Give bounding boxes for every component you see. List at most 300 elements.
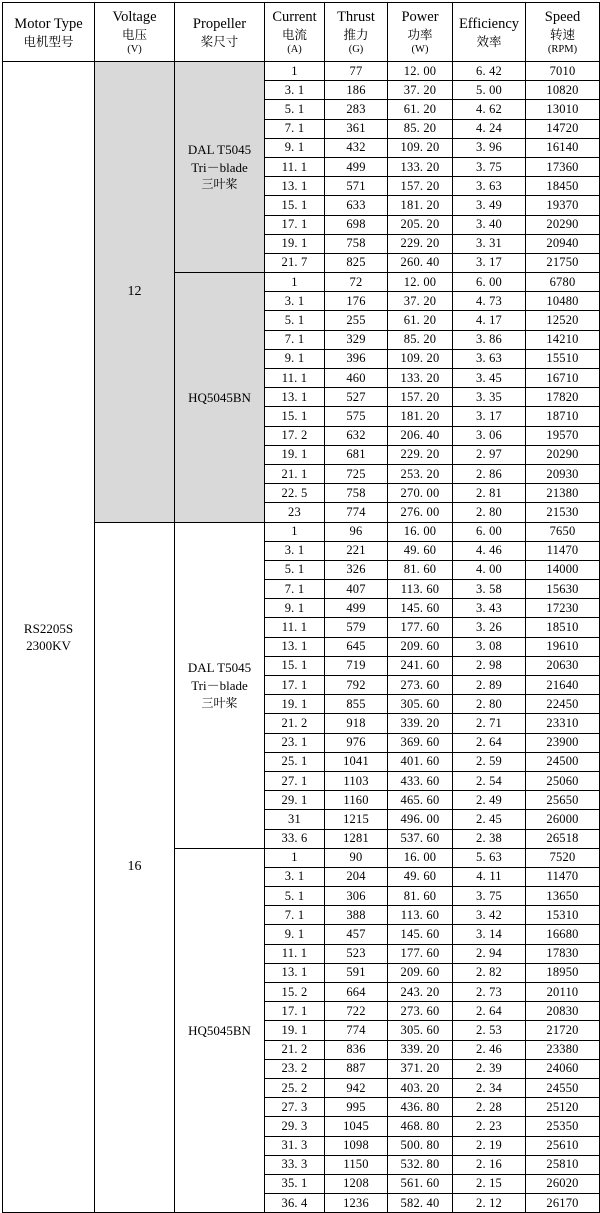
speed-cell: 15510 — [526, 349, 600, 368]
column-header-label-en: Thrust — [337, 9, 375, 26]
thrust-cell: 887 — [325, 1059, 388, 1078]
speed-cell: 10480 — [526, 292, 600, 311]
power-cell: 305. 60 — [388, 1021, 453, 1040]
speed-cell: 25810 — [526, 1155, 600, 1174]
propeller-name-cn: 三叶桨 — [201, 695, 238, 710]
current-cell: 19. 1 — [265, 1021, 325, 1040]
column-header-current — [265, 3, 325, 62]
current-cell: 27. 1 — [265, 771, 325, 790]
current-cell: 13. 1 — [265, 388, 325, 407]
efficiency-cell: 5. 00 — [453, 81, 526, 100]
current-cell: 22. 5 — [265, 484, 325, 503]
propeller-cell — [175, 522, 265, 848]
speed-cell: 20930 — [526, 464, 600, 483]
efficiency-cell: 3. 17 — [453, 407, 526, 426]
thrust-cell: 976 — [325, 733, 388, 752]
thrust-cell: 664 — [325, 983, 388, 1002]
current-cell: 31 — [265, 810, 325, 829]
current-cell: 19. 1 — [265, 695, 325, 714]
current-cell: 21. 2 — [265, 714, 325, 733]
power-cell: 145. 60 — [388, 925, 453, 944]
thrust-cell: 571 — [325, 177, 388, 196]
thrust-cell: 698 — [325, 215, 388, 234]
voltage-cell: 16 — [95, 522, 175, 1213]
speed-cell: 15310 — [526, 906, 600, 925]
efficiency-cell: 2. 39 — [453, 1059, 526, 1078]
efficiency-cell: 3. 49 — [453, 196, 526, 215]
column-header-label-en: Propeller — [192, 15, 247, 32]
voltage-cell: 12 — [95, 62, 175, 523]
power-cell: 468. 80 — [388, 1117, 453, 1136]
thrust-cell: 1098 — [325, 1136, 388, 1155]
efficiency-cell: 3. 63 — [453, 177, 526, 196]
current-cell: 3. 1 — [265, 81, 325, 100]
power-cell: 181. 20 — [388, 407, 453, 426]
thrust-cell: 457 — [325, 925, 388, 944]
efficiency-cell: 3. 42 — [453, 906, 526, 925]
efficiency-cell: 4. 00 — [453, 560, 526, 579]
efficiency-cell: 2. 28 — [453, 1098, 526, 1117]
thrust-cell: 1041 — [325, 752, 388, 771]
thrust-cell: 499 — [325, 157, 388, 176]
current-cell: 7. 1 — [265, 906, 325, 925]
power-cell: 85. 20 — [388, 330, 453, 349]
propeller-cell — [175, 848, 265, 1213]
speed-cell: 14000 — [526, 560, 600, 579]
current-cell: 5. 1 — [265, 311, 325, 330]
current-cell: 19. 1 — [265, 445, 325, 464]
efficiency-cell: 2. 54 — [453, 771, 526, 790]
speed-cell: 14720 — [526, 119, 600, 138]
efficiency-cell: 5. 63 — [453, 848, 526, 867]
efficiency-cell: 2. 38 — [453, 829, 526, 848]
current-cell: 11. 1 — [265, 944, 325, 963]
thrust-cell: 72 — [325, 273, 388, 292]
current-cell: 36. 4 — [265, 1194, 325, 1213]
current-cell: 5. 1 — [265, 887, 325, 906]
power-cell: 85. 20 — [388, 119, 453, 138]
power-cell: 253. 20 — [388, 464, 453, 483]
thrust-cell: 329 — [325, 330, 388, 349]
power-cell: 243. 20 — [388, 983, 453, 1002]
thrust-cell: 995 — [325, 1098, 388, 1117]
column-header-voltage — [95, 3, 175, 62]
thrust-cell: 758 — [325, 234, 388, 253]
speed-cell: 17830 — [526, 944, 600, 963]
thrust-cell: 942 — [325, 1078, 388, 1097]
table-row — [3, 62, 600, 81]
thrust-cell: 221 — [325, 541, 388, 560]
propeller-name-line1: DAL T5045 — [187, 660, 252, 676]
current-cell: 1 — [265, 62, 325, 81]
thrust-cell: 361 — [325, 119, 388, 138]
current-cell: 15. 1 — [265, 407, 325, 426]
propeller-cell — [175, 62, 265, 273]
current-cell: 19. 1 — [265, 234, 325, 253]
current-cell: 21. 2 — [265, 1040, 325, 1059]
power-cell: 465. 60 — [388, 791, 453, 810]
power-cell: 532. 80 — [388, 1155, 453, 1174]
speed-cell: 25060 — [526, 771, 600, 790]
thrust-cell: 186 — [325, 81, 388, 100]
thrust-cell: 774 — [325, 503, 388, 522]
current-cell: 9. 1 — [265, 599, 325, 618]
current-cell: 3. 1 — [265, 292, 325, 311]
efficiency-cell: 2. 53 — [453, 1021, 526, 1040]
efficiency-cell: 4. 11 — [453, 867, 526, 886]
header-row — [3, 3, 600, 62]
propeller-name-line1: DAL T5045 — [187, 142, 252, 158]
thrust-cell: 283 — [325, 100, 388, 119]
speed-cell: 21380 — [526, 484, 600, 503]
current-cell: 3. 1 — [265, 541, 325, 560]
power-cell: 500. 80 — [388, 1136, 453, 1155]
speed-cell: 22450 — [526, 695, 600, 714]
efficiency-cell: 2. 45 — [453, 810, 526, 829]
efficiency-cell: 2. 19 — [453, 1136, 526, 1155]
efficiency-cell: 6. 00 — [453, 273, 526, 292]
speed-cell: 26000 — [526, 810, 600, 829]
power-cell: 305. 60 — [388, 695, 453, 714]
column-header-label-cn: 功率 — [407, 27, 433, 43]
speed-cell: 7650 — [526, 522, 600, 541]
power-cell: 16. 00 — [388, 848, 453, 867]
thrust-cell: 1236 — [325, 1194, 388, 1213]
current-cell: 29. 1 — [265, 791, 325, 810]
thrust-cell: 255 — [325, 311, 388, 330]
current-cell: 9. 1 — [265, 138, 325, 157]
power-cell: 145. 60 — [388, 599, 453, 618]
thrust-cell: 681 — [325, 445, 388, 464]
thrust-cell: 523 — [325, 944, 388, 963]
thrust-cell: 591 — [325, 963, 388, 982]
efficiency-cell: 3. 35 — [453, 388, 526, 407]
efficiency-cell: 2. 64 — [453, 733, 526, 752]
speed-cell: 11470 — [526, 867, 600, 886]
efficiency-cell: 3. 14 — [453, 925, 526, 944]
speed-cell: 21640 — [526, 676, 600, 695]
propeller-name-line1: HQ5045BN — [188, 389, 251, 405]
current-cell: 27. 3 — [265, 1098, 325, 1117]
thrust-cell: 792 — [325, 676, 388, 695]
power-cell: 369. 60 — [388, 733, 453, 752]
thrust-cell: 855 — [325, 695, 388, 714]
efficiency-cell: 3. 75 — [453, 887, 526, 906]
efficiency-cell: 3. 86 — [453, 330, 526, 349]
power-cell: 241. 60 — [388, 656, 453, 675]
thrust-cell: 90 — [325, 848, 388, 867]
power-cell: 496. 00 — [388, 810, 453, 829]
efficiency-cell: 3. 17 — [453, 253, 526, 272]
column-header-speed — [526, 3, 600, 62]
propeller-cell — [175, 273, 265, 522]
efficiency-cell: 3. 08 — [453, 637, 526, 656]
speed-cell: 18510 — [526, 618, 600, 637]
efficiency-cell: 2. 23 — [453, 1117, 526, 1136]
thrust-cell: 774 — [325, 1021, 388, 1040]
efficiency-cell: 2. 82 — [453, 963, 526, 982]
power-cell: 37. 20 — [388, 292, 453, 311]
power-cell: 133. 20 — [388, 157, 453, 176]
efficiency-cell: 2. 80 — [453, 503, 526, 522]
thrust-cell: 460 — [325, 369, 388, 388]
thrust-cell: 499 — [325, 599, 388, 618]
speed-cell: 26020 — [526, 1174, 600, 1193]
speed-cell: 24500 — [526, 752, 600, 771]
efficiency-cell: 3. 26 — [453, 618, 526, 637]
thrust-cell: 204 — [325, 867, 388, 886]
power-cell: 273. 60 — [388, 1002, 453, 1021]
efficiency-cell: 3. 75 — [453, 157, 526, 176]
speed-cell: 12520 — [526, 311, 600, 330]
efficiency-cell: 2. 89 — [453, 676, 526, 695]
efficiency-cell: 2. 80 — [453, 695, 526, 714]
motor-type-line2: 2300KV — [26, 638, 71, 654]
thrust-cell: 396 — [325, 349, 388, 368]
current-cell: 5. 1 — [265, 560, 325, 579]
efficiency-cell: 3. 31 — [453, 234, 526, 253]
efficiency-cell: 2. 16 — [453, 1155, 526, 1174]
efficiency-cell: 3. 96 — [453, 138, 526, 157]
power-cell: 229. 20 — [388, 234, 453, 253]
speed-cell: 19610 — [526, 637, 600, 656]
thrust-cell: 1215 — [325, 810, 388, 829]
speed-cell: 19570 — [526, 426, 600, 445]
speed-cell: 23380 — [526, 1040, 600, 1059]
speed-cell: 10820 — [526, 81, 600, 100]
efficiency-cell: 2. 49 — [453, 791, 526, 810]
power-cell: 206. 40 — [388, 426, 453, 445]
current-cell: 9. 1 — [265, 925, 325, 944]
propeller-name-line1: HQ5045BN — [188, 1022, 251, 1038]
current-cell: 1 — [265, 522, 325, 541]
power-cell: 181. 20 — [388, 196, 453, 215]
current-cell: 23. 1 — [265, 733, 325, 752]
thrust-cell: 527 — [325, 388, 388, 407]
speed-cell: 17230 — [526, 599, 600, 618]
power-cell: 339. 20 — [388, 714, 453, 733]
current-cell: 7. 1 — [265, 119, 325, 138]
column-header-unit: (V) — [127, 43, 142, 55]
current-cell: 1 — [265, 273, 325, 292]
efficiency-cell: 2. 97 — [453, 445, 526, 464]
spec-sheet — [0, 2, 600, 1210]
current-cell: 17. 1 — [265, 676, 325, 695]
speed-cell: 17360 — [526, 157, 600, 176]
power-cell: 205. 20 — [388, 215, 453, 234]
power-cell: 133. 20 — [388, 369, 453, 388]
power-cell: 81. 60 — [388, 560, 453, 579]
efficiency-cell: 4. 24 — [453, 119, 526, 138]
speed-cell: 21720 — [526, 1021, 600, 1040]
power-cell: 537. 60 — [388, 829, 453, 848]
thrust-cell: 836 — [325, 1040, 388, 1059]
motor-performance-table — [2, 2, 600, 1213]
efficiency-cell: 4. 17 — [453, 311, 526, 330]
power-cell: 113. 60 — [388, 580, 453, 599]
speed-cell: 26518 — [526, 829, 600, 848]
current-cell: 17. 2 — [265, 426, 325, 445]
column-header-label-en: Power — [401, 9, 439, 26]
motor-type-line1: RS2205S — [23, 620, 74, 636]
power-cell: 37. 20 — [388, 81, 453, 100]
speed-cell: 7010 — [526, 62, 600, 81]
current-cell: 23 — [265, 503, 325, 522]
efficiency-cell: 2. 15 — [453, 1174, 526, 1193]
efficiency-cell: 4. 73 — [453, 292, 526, 311]
speed-cell: 26170 — [526, 1194, 600, 1213]
power-cell: 433. 60 — [388, 771, 453, 790]
efficiency-cell: 4. 62 — [453, 100, 526, 119]
current-cell: 31. 3 — [265, 1136, 325, 1155]
thrust-cell: 725 — [325, 464, 388, 483]
table-header — [3, 3, 600, 62]
speed-cell: 21750 — [526, 253, 600, 272]
column-header-label-en: Efficiency — [458, 15, 520, 32]
power-cell: 157. 20 — [388, 177, 453, 196]
current-cell: 35. 1 — [265, 1174, 325, 1193]
efficiency-cell: 2. 86 — [453, 464, 526, 483]
efficiency-cell: 3. 58 — [453, 580, 526, 599]
speed-cell: 19370 — [526, 196, 600, 215]
current-cell: 17. 1 — [265, 215, 325, 234]
efficiency-cell: 3. 45 — [453, 369, 526, 388]
speed-cell: 25650 — [526, 791, 600, 810]
column-header-unit: (W) — [411, 43, 429, 55]
column-header-label-cn: 桨尺寸 — [200, 33, 239, 49]
thrust-cell: 407 — [325, 580, 388, 599]
speed-cell: 20110 — [526, 983, 600, 1002]
current-cell: 21. 1 — [265, 464, 325, 483]
column-header-unit: (RPM) — [547, 43, 578, 55]
speed-cell: 25350 — [526, 1117, 600, 1136]
power-cell: 177. 60 — [388, 944, 453, 963]
current-cell: 1 — [265, 848, 325, 867]
speed-cell: 23900 — [526, 733, 600, 752]
efficiency-cell: 4. 46 — [453, 541, 526, 560]
power-cell: 371. 20 — [388, 1059, 453, 1078]
efficiency-cell: 2. 73 — [453, 983, 526, 1002]
column-header-label-en: Speed — [544, 9, 581, 26]
efficiency-cell: 2. 46 — [453, 1040, 526, 1059]
speed-cell: 11470 — [526, 541, 600, 560]
efficiency-cell: 2. 94 — [453, 944, 526, 963]
efficiency-cell: 2. 12 — [453, 1194, 526, 1213]
power-cell: 81. 60 — [388, 887, 453, 906]
column-header-label-cn: 电机型号 — [23, 33, 74, 49]
speed-cell: 16140 — [526, 138, 600, 157]
speed-cell: 17820 — [526, 388, 600, 407]
speed-cell: 25120 — [526, 1098, 600, 1117]
power-cell: 61. 20 — [388, 100, 453, 119]
efficiency-cell: 6. 00 — [453, 522, 526, 541]
thrust-cell: 645 — [325, 637, 388, 656]
current-cell: 15. 2 — [265, 983, 325, 1002]
power-cell: 401. 60 — [388, 752, 453, 771]
current-cell: 25. 1 — [265, 752, 325, 771]
power-cell: 177. 60 — [388, 618, 453, 637]
efficiency-cell: 2. 81 — [453, 484, 526, 503]
speed-cell: 20830 — [526, 1002, 600, 1021]
thrust-cell: 632 — [325, 426, 388, 445]
power-cell: 270. 00 — [388, 484, 453, 503]
column-header-unit: (A) — [287, 43, 302, 55]
thrust-cell: 1281 — [325, 829, 388, 848]
column-header-propeller — [175, 3, 265, 62]
column-header-power — [388, 3, 453, 62]
thrust-cell: 633 — [325, 196, 388, 215]
speed-cell: 20290 — [526, 445, 600, 464]
current-cell: 9. 1 — [265, 349, 325, 368]
current-cell: 13. 1 — [265, 963, 325, 982]
speed-cell: 7520 — [526, 848, 600, 867]
thrust-cell: 719 — [325, 656, 388, 675]
thrust-cell: 1208 — [325, 1174, 388, 1193]
speed-cell: 13650 — [526, 887, 600, 906]
speed-cell: 16680 — [526, 925, 600, 944]
power-cell: 49. 60 — [388, 867, 453, 886]
speed-cell: 18950 — [526, 963, 600, 982]
current-cell: 17. 1 — [265, 1002, 325, 1021]
efficiency-cell: 3. 43 — [453, 599, 526, 618]
column-header-label-en: Motor Type — [14, 15, 83, 32]
speed-cell: 20290 — [526, 215, 600, 234]
propeller-name-cn: 三叶桨 — [201, 177, 238, 192]
column-header-label-cn: 电压 — [121, 27, 147, 43]
column-header-unit: (G) — [348, 43, 364, 55]
thrust-cell: 575 — [325, 407, 388, 426]
column-header-efficiency — [453, 3, 526, 62]
current-cell: 33. 6 — [265, 829, 325, 848]
speed-cell: 16710 — [526, 369, 600, 388]
propeller-name-line2: Tri－blade — [191, 159, 248, 175]
efficiency-cell: 2. 71 — [453, 714, 526, 733]
power-cell: 157. 20 — [388, 388, 453, 407]
column-header-label-cn: 推力 — [343, 27, 369, 43]
efficiency-cell: 6. 42 — [453, 62, 526, 81]
speed-cell: 6780 — [526, 273, 600, 292]
thrust-cell: 326 — [325, 560, 388, 579]
current-cell: 25. 2 — [265, 1078, 325, 1097]
thrust-cell: 432 — [325, 138, 388, 157]
power-cell: 61. 20 — [388, 311, 453, 330]
power-cell: 49. 60 — [388, 541, 453, 560]
power-cell: 276. 00 — [388, 503, 453, 522]
efficiency-cell: 2. 59 — [453, 752, 526, 771]
column-header-label-cn: 效率 — [476, 33, 502, 49]
current-cell: 15. 1 — [265, 196, 325, 215]
power-cell: 582. 40 — [388, 1194, 453, 1213]
thrust-cell: 96 — [325, 522, 388, 541]
current-cell: 3. 1 — [265, 867, 325, 886]
power-cell: 229. 20 — [388, 445, 453, 464]
power-cell: 561. 60 — [388, 1174, 453, 1193]
current-cell: 7. 1 — [265, 330, 325, 349]
motor-type-cell — [3, 62, 95, 1213]
thrust-cell: 306 — [325, 887, 388, 906]
column-header-label-en: Current — [272, 9, 317, 26]
current-cell: 11. 1 — [265, 618, 325, 637]
speed-cell: 24550 — [526, 1078, 600, 1097]
current-cell: 13. 1 — [265, 637, 325, 656]
power-cell: 109. 20 — [388, 138, 453, 157]
power-cell: 109. 20 — [388, 349, 453, 368]
current-cell: 11. 1 — [265, 369, 325, 388]
thrust-cell: 722 — [325, 1002, 388, 1021]
speed-cell: 25610 — [526, 1136, 600, 1155]
thrust-cell: 918 — [325, 714, 388, 733]
efficiency-cell: 2. 64 — [453, 1002, 526, 1021]
